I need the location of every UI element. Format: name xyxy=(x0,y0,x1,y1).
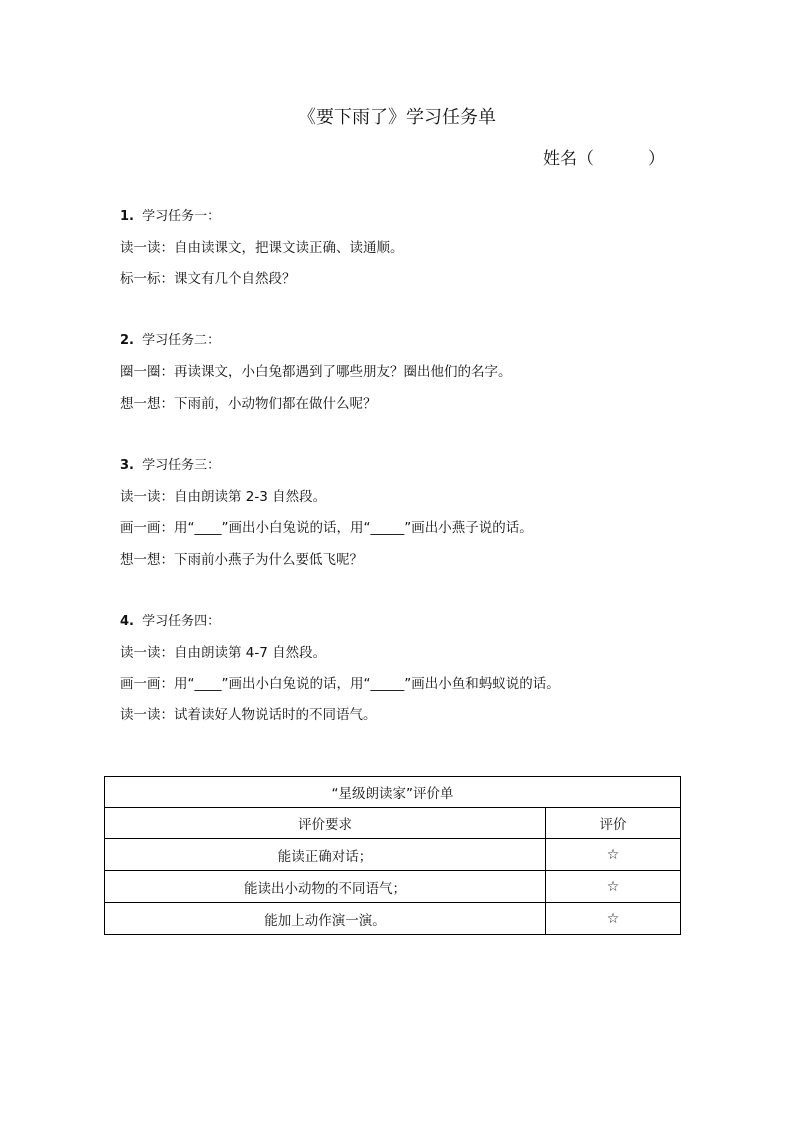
task-4-heading xyxy=(120,613,220,631)
task-4-line-3: 读一读：试着读好人物说话时的不同语气。 xyxy=(120,707,377,723)
task-1-line-2: 标一标：课文有几个自然段？ xyxy=(120,271,296,287)
task-4-title: 学习任务四： xyxy=(142,614,221,629)
task-3-heading xyxy=(120,457,220,475)
task-2-heading xyxy=(120,332,220,350)
task-2-line-2: 想一想：下雨前，小动物们都在做什么呢？ xyxy=(120,396,377,412)
task-4-line-1: 读一读：自由朗读第 4-7 自然段。 xyxy=(120,645,327,661)
evaluation-header-row xyxy=(105,808,681,839)
page-title: 《要下雨了》学习任务单 xyxy=(298,107,496,128)
task-4-line-2: 画一画：用“____”画出小白兔说的话，用“_____”画出小鱼和蚂蚁说的话。 xyxy=(120,676,560,692)
table-row xyxy=(105,871,681,903)
task-3-number: 3. xyxy=(120,458,134,473)
requirement-cell: 能读正确对话； xyxy=(105,839,546,871)
task-1-number: 1. xyxy=(120,209,134,224)
task-3-title: 学习任务三： xyxy=(142,458,221,473)
evaluation-title: “星级朗读家”评价单 xyxy=(105,777,681,808)
header-rating: 评价 xyxy=(546,808,681,839)
star-rating[interactable]: ☆ xyxy=(546,903,681,935)
star-rating[interactable]: ☆ xyxy=(546,839,681,871)
requirement-cell: 能加上动作演一演。 xyxy=(105,903,546,935)
task-2-line-1: 圈一圈：再读课文，小白兔都遇到了哪些朋友？圈出他们的名字。 xyxy=(120,364,512,380)
task-3-line-3: 想一想：下雨前小燕子为什么要低飞呢？ xyxy=(120,552,363,568)
task-3-line-2: 画一画：用“____”画出小白兔说的话，用“_____”画出小燕子说的话。 xyxy=(120,520,533,536)
task-3-line-1: 读一读：自由朗读第 2-3 自然段。 xyxy=(120,489,327,505)
evaluation-title-row xyxy=(105,777,681,808)
task-1-line-1: 读一读：自由读课文，把课文读正确、读通顺。 xyxy=(120,240,404,256)
task-2-number: 2. xyxy=(120,333,134,348)
evaluation-table xyxy=(104,776,681,935)
table-row xyxy=(105,839,681,871)
task-1-title: 学习任务一： xyxy=(142,209,221,224)
star-rating[interactable]: ☆ xyxy=(546,871,681,903)
task-4-number: 4. xyxy=(120,614,134,629)
table-row xyxy=(105,903,681,935)
task-1-heading xyxy=(120,208,220,226)
requirement-cell: 能读出小动物的不同语气； xyxy=(105,871,546,903)
name-field: 姓名（ ） xyxy=(543,149,666,169)
header-requirement: 评价要求 xyxy=(105,808,546,839)
task-2-title: 学习任务二： xyxy=(142,333,221,348)
